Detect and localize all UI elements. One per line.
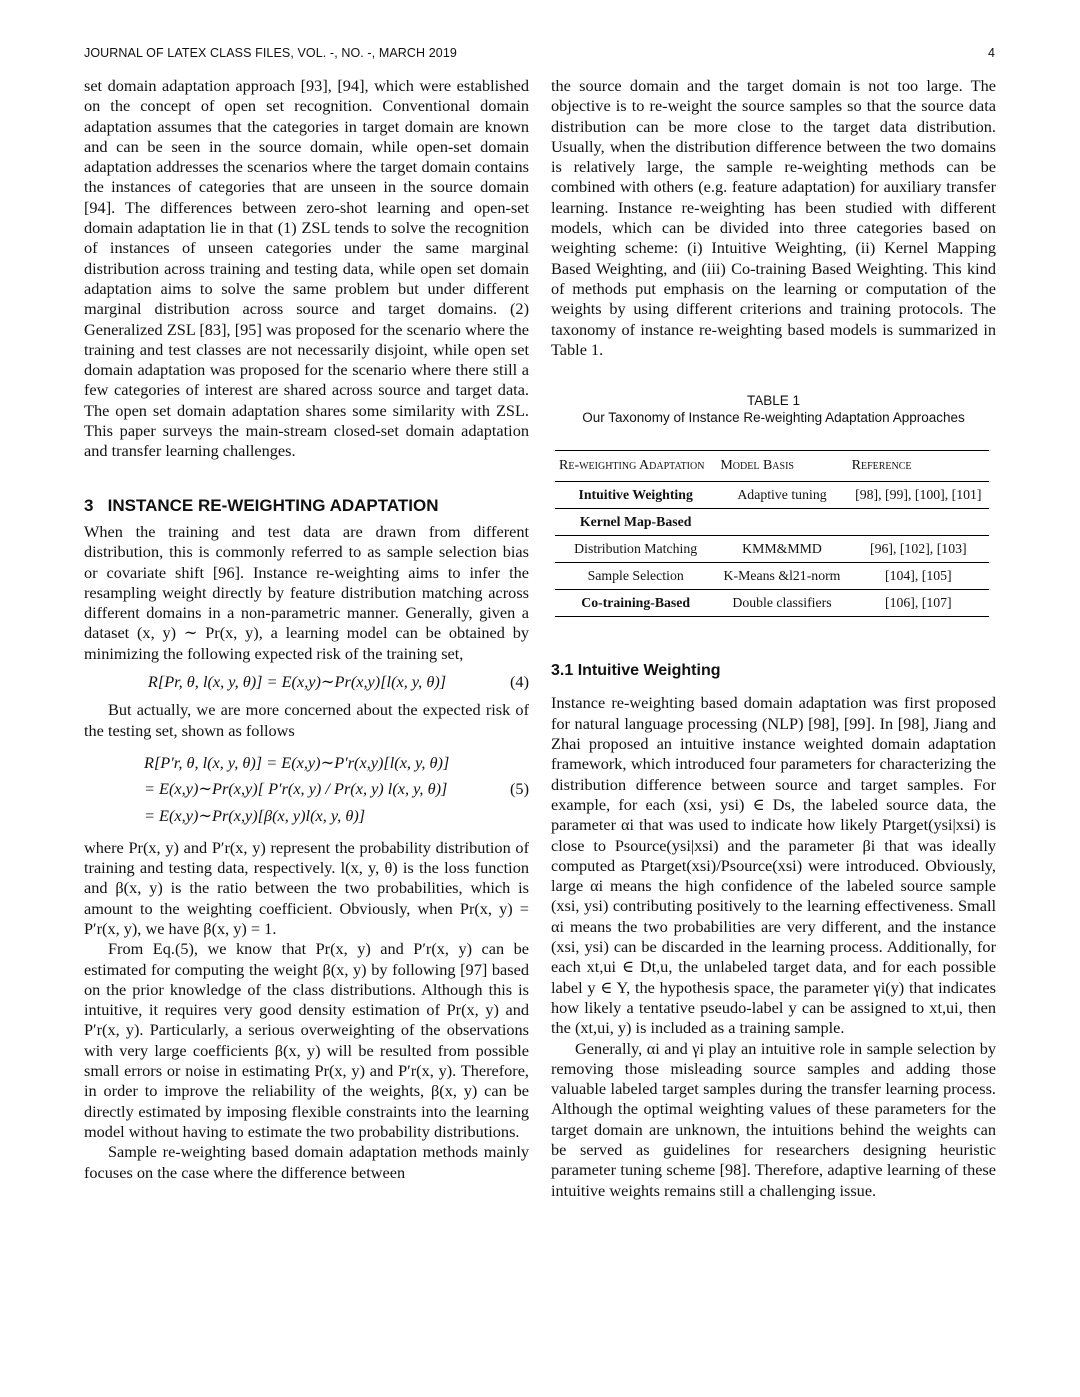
table-cell: Sample Selection [555, 563, 716, 590]
table-cell [848, 509, 989, 536]
table-header: Re-weighting Adaptation [555, 451, 716, 482]
paragraph: where Pr(x, y) and P′r(x, y) represent the probability distribution of training and testing data, respectively. l(x, y, θ) is the loss function and β(x, y) is the ratio between the two probabilities, which is amount to the weighting coefficient. Obviously, when Pr(x, y) = P′r(x, y), we have β(x, y) = 1. [84, 837, 529, 938]
table-caption [551, 392, 996, 426]
table-header: Reference [848, 451, 989, 482]
table-cell: Adaptive tuning [716, 482, 847, 509]
table-row [555, 563, 989, 590]
table-cell: Intuitive Weighting [555, 482, 716, 509]
table-header: Model Basis [716, 451, 847, 482]
table-cell: Distribution Matching [555, 536, 716, 563]
journal-title: JOURNAL OF LATEX CLASS FILES, VOL. -, NO. -, MARCH 2019 [84, 46, 457, 60]
paragraph: Generally, αi and γi play an intuitive role in sample selection by removing those misleading source samples and adding those valuable labeled target samples during the transfer learning process. Although the optimal weighting values of these parameters for the target domain are unknown, the intuitions behind the weights can be served as guidelines for researchers designing heuristic parameter tuning scheme [98]. Therefore, adaptive learning of these intuitive weights remains still a challenging issue. [551, 1038, 996, 1200]
table-cell: [96], [102], [103] [848, 536, 989, 563]
equation-4 [84, 672, 529, 692]
taxonomy-table [555, 450, 989, 617]
paragraph: Sample re-weighting based domain adaptation methods mainly focuses on the case where the difference between [84, 1142, 529, 1182]
paragraph: set domain adaptation approach [93], [94], which were established on the concept of open set recognition. Conventional domain adaptation assumes that the categories in target domain are known and can be seen in the source domain, while open-set domain adaptation addresses the scenarios where the target domain contains the instances of categories that are unseen in the source domain [94]. The differences between zero-shot learning and open-set domain adaptation lie in that (1) ZSL tends to solve the recognition of instances of unseen categories under the same marginal distribution across training and testing data, while open set domain adaptation aims to solve the same problem but under different marginal distribution across source and target domains. (2) Generalized ZSL [83], [95] was proposed for the scenario where the training and test classes are not necessarily disjoint, while open set domain adaptation was proposed for the scenario where there still a few categories of interest are shared across source and target data. The open set domain adaptation shares some similarity with ZSL. This paper surveys the main-stream closed-set domain adaptation and transfer learning challenges. [84, 76, 529, 461]
running-header [84, 46, 995, 60]
equation-body: R[Pr, θ, l(x, y, θ)] = E(x,y)∼Pr(x,y)[l(x, y, θ)] [147, 672, 447, 692]
equation-line: = E(x,y)∼Pr(x,y)[β(x, y)l(x, y, θ)] [144, 805, 366, 825]
table-cell: K-Means &l21-norm [716, 563, 847, 590]
table-cell: Double classifiers [716, 590, 847, 617]
table-cell: KMM&MMD [716, 536, 847, 563]
table-cell [716, 509, 847, 536]
paragraph: When the training and test data are drawn from different distribution, this is commonly referred to as sample selection bias or covariate shift [96]. Instance re-weighting aims to infer the resampling weight directly by feature distribution matching across different domains in a non-parametric manner. Generally, given a dataset (x, y) ∼ Pr(x, y), a learning model can be obtained by minimizing the following expected risk of the training set, [84, 521, 529, 663]
equation-number: (5) [510, 779, 529, 799]
table-caption-text: Our Taxonomy of Instance Re-weighting Adaptation Approaches [582, 410, 965, 426]
equation-line: = E(x,y)∼Pr(x,y)[ P′r(x, y) / Pr(x, y) l(x, y, θ)] [144, 779, 448, 799]
table-row [555, 509, 989, 536]
equation-line: R[P′r, θ, l(x, y, θ)] = E(x,y)∼P′r(x,y)[l(x, y, θ)] [144, 752, 450, 772]
table-row [555, 482, 989, 509]
table-label: TABLE 1 [746, 393, 801, 409]
table-cell: [106], [107] [848, 590, 989, 617]
paragraph: But actually, we are more concerned about the expected risk of the testing set, shown as follows [84, 700, 529, 740]
section-heading [84, 496, 529, 516]
equation-5 [84, 747, 529, 832]
section-title: INSTANCE RE-WEIGHTING ADAPTATION [107, 495, 439, 515]
paragraph: Instance re-weighting based domain adaptation was first proposed for natural language processing (NLP) [98], [99]. In [98], Jiang and Zhai proposed an intuitive instance weighted domain adaptation framework, which introduced four parameters for characterizing the distribution difference between source and target samples. For example, for each (xsi, ysi) ∈ Ds, the labeled source data, the parameter αi that was used to indicate how likely Ptarget(ysi|xsi) is close to Psource(ysi|xsi) and the parameter βi that was ideally computed as Ptarget(xsi)/Psource(xsi) were introduced. Obviously, large αi means the high confidence of the labeled source sample (xsi, ysi) contributing positively to the learning effectiveness. Small αi means the two probabilities are very different, and the instance (xsi, ysi) can be discarded in the learning process. Additionally, for each xt,ui ∈ Dt,u, the unlabeled target data, and for each possible label y ∈ Y, the hypothesis space, the parameter γi(y) that indicates how likely a tentative pseudo-label y can be assigned to xt,ui, then the (xt,ui, y) is included as a training sample. [551, 693, 996, 1038]
table-cell: [98], [99], [100], [101] [848, 482, 989, 509]
table-cell: Kernel Map-Based [555, 509, 716, 536]
paragraph: From Eq.(5), we know that Pr(x, y) and P′r(x, y) can be estimated for computing the weight β(x, y) by following [97] based on the prior knowledge of the class distributions. Although this is intuitive, it requires very good density estimation of Pr(x, y) and P′r(x, y). Particularly, a serious overweighting of the observations with very large coefficients β(x, y) will be resulted from possible small errors or noise in estimating Pr(x, y) and P′r(x, y). Therefore, in order to improve the reliability of the weights, β(x, y) can be directly estimated by imposing flexible constraints into the learning model without having to estimate the two probability distributions. [84, 939, 529, 1141]
paragraph: the source domain and the target domain is not too large. The objective is to re-weight the source samples so that the source data distribution can be more close to the target data distribution. Usually, when the distribution difference between the two domains is relatively large, the sample re-weighting methods can be combined with others (e.g. feature adaptation) for auxiliary transfer learning. Instance re-weighting has been studied with different models, which can be divided into three categories based on weighting scheme: (i) Intuitive Weighting, (ii) Kernel Mapping Based Weighting, and (iii) Co-training Based Weighting. This kind of methods put emphasis on the learning or computation of the weights by using different criterions and training protocols. The taxonomy of instance re-weighting based models is summarized in Table 1. [551, 76, 996, 359]
page-number: 4 [987, 46, 995, 60]
right-column [551, 76, 996, 1201]
equation-number: (4) [510, 672, 529, 692]
section-number: 3 [84, 495, 94, 515]
table-row [555, 590, 989, 617]
table-cell: Co-training-Based [555, 590, 716, 617]
table-row [555, 536, 989, 563]
left-column [84, 76, 529, 1183]
subsection-heading: 3.1 Intuitive Weighting [551, 662, 721, 680]
table-cell: [104], [105] [848, 563, 989, 590]
